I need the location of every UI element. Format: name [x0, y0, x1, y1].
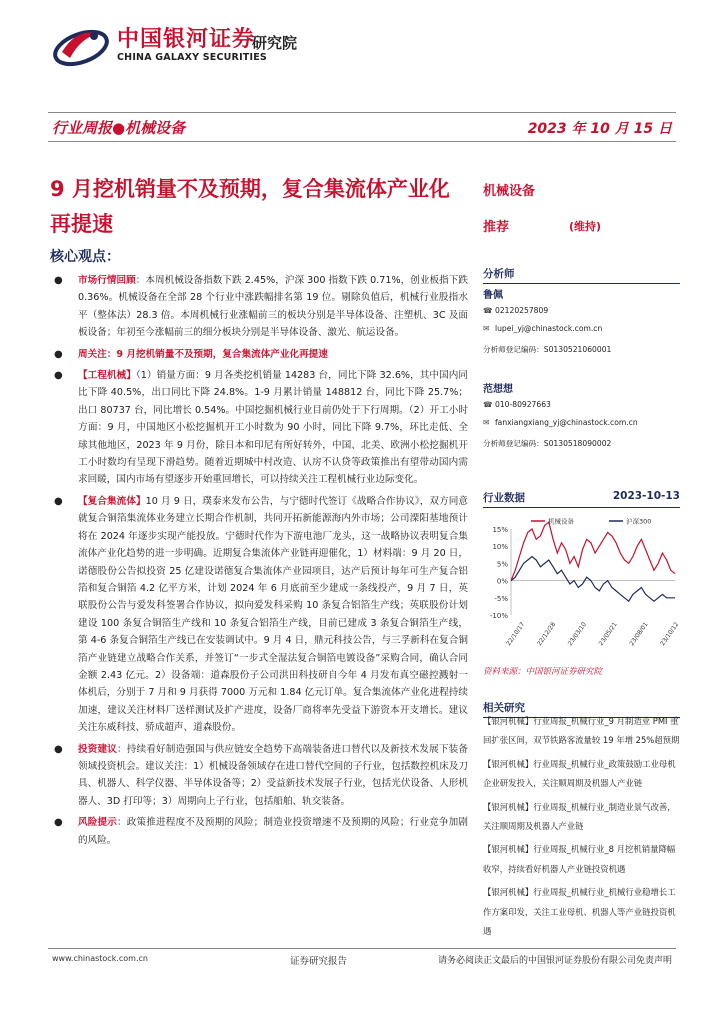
related-report-item[interactable]: 【银河机械】行业周报_机械行业_机械行业稳增长工作方案印发，关注工业母机、机器人等产业链投资机遇 — [483, 887, 676, 937]
rating-status: (维持) — [569, 220, 602, 233]
footer-report-label: 证券研究报告 — [290, 956, 348, 967]
analyst-phone: ☎ 010-80927663 — [483, 400, 551, 409]
x-tick-label: 23/05/21 — [597, 621, 619, 648]
analyst-email[interactable]: ✉ lupei_yj@chinastock.com.cn — [483, 324, 603, 333]
report-type-bar — [48, 112, 676, 142]
report-header — [0, 0, 724, 110]
related-report-item[interactable]: 【银河机械】行业周报_机械行业_9 月制造业 PMI 重回扩张区间，双节铁路客流量较 19 年增 25%超预期 — [483, 716, 680, 746]
paragraph-lead: 【工程机械】 — [78, 370, 136, 382]
sector-name: 机械设备 — [483, 184, 536, 199]
report-type: 行业周报●机械设备 — [52, 119, 186, 137]
related-report-item[interactable]: 【银河机械】行业周报_机械行业_8 月挖机销量降幅收窄，持续看好机器人产业链投资机遇 — [483, 844, 676, 874]
paragraph-text: ：政策推进程度不及预期的风险；制造业投资增速不及预期的风险；行业竞争加剧的风险。 — [78, 817, 469, 846]
legend-label: 沪深300 — [626, 517, 652, 526]
x-tick-label: 23/03/10 — [566, 621, 588, 648]
series-line — [511, 557, 675, 602]
paragraph-investment-advice — [50, 741, 468, 811]
main-content — [50, 272, 468, 853]
core-views-heading: 核心观点： — [50, 249, 120, 265]
footer-divider — [48, 948, 676, 949]
galaxy-logo-icon — [52, 22, 110, 70]
bullet-icon: ● — [54, 743, 63, 755]
paragraph-text: （1）销量方面：9 月各类挖机销量 14283 台，同比下降 32.6%，其中国内同比下降 40.5%，出口同比下降 24.8%。1-9 月累计销量 148812 台，同比下降 25.7%；出口 80737 台，同比增长 0.54%。中国挖掘机械行业目前仍处于下行周期。（2）开工小时方面：9 月，中国地区小松挖掘机开工小时数为 90 小时，同比下降 9.7%，环比走低、全球其他地区，2023 年 9 月份，除日本和印尼有所好转外，中国、北美、欧洲小松挖掘机开工小时数均有呈现下滑趋势。随着近期城中村改造、认房不认贷等政策推出有望带动国内需求回暖，国内市场有望逐步开始重回增长，可以持续关注工程机械行业边际变化。 — [78, 370, 468, 486]
x-tick-label: 23/10/12 — [659, 621, 680, 648]
paragraph-engineering-machinery — [50, 367, 468, 489]
legend-label: 机械设备 — [548, 517, 574, 526]
paragraph-weekly-focus — [50, 346, 468, 363]
y-tick-label: 10% — [492, 543, 508, 552]
footer-disclaimer: 请务必阅读正文最后的中国银河证券股份有限公司免责声明 — [438, 956, 673, 966]
mail-icon: ✉ — [483, 324, 490, 333]
paragraph-lead: 市场行情回顾 — [78, 275, 136, 286]
y-tick-label: 5% — [496, 560, 508, 569]
paragraph-market-review — [50, 272, 468, 342]
analyst-heading: 分析师 — [483, 266, 680, 284]
analyst-email[interactable]: ✉ fanxiangxiang_yj@chinastock.com.cn — [483, 418, 638, 427]
y-tick-label: -5% — [494, 594, 508, 603]
chart-source: 资料来源：中国银河证券研究院 — [483, 667, 603, 677]
analyst-reg: 分析师登记编码：S0130521060001 — [483, 345, 612, 354]
y-tick-label: -10% — [489, 612, 508, 620]
series-line — [511, 522, 675, 581]
phone-icon: ☎ — [483, 306, 493, 315]
related-research-list — [483, 712, 680, 945]
paragraph-text: 10 月 9 日，璞泰来发布公告，与宁德时代签订《战略合作协议》，双方同意就复合铜箔集流体业务建立长期合作机制，共同开拓新能源海内外市场；公司溧阳基地预计将在 2024 年逐步实现产能投放。宁德时代作为下游电池厂龙头，这一战略协议表明复合集流体产业化趋势的进一步明确。近期复合集流体产业链再迎催化，1）材料端：9 月 20 日，诺德股份公告拟投资 25 亿建设诺德复合集流体产业园项目，达产后预计每年可生产复合铝箔和复合铜箔 4.2 亿平方米，计划 2024 年 6 月底前至少建成一条线投产，9 月 7 日，英联股份公告与爱发科签署合作协议，拟向爱发科采购 10 条复合铝箔生产线；英联股份计划建设 100 条复合铜箔生产线和 10 条复合铝箔生产线，目前已建成 3 条复合铜箔生产线，第 4-6 条复合铜箔生产线已在安装调试中。9 月 4 日，鼎元科技公告，与三孚新科在复合铜箔产业链建立战略合作关系，并签订“一步式全湿法复合铜箔电镀设备”采购合同，确认合同金额 2.43 亿元。2）设备端：道森股份子公司洪田科技研自今年 4 月发布真空磁控溅射一体机后，分别于 7 月和 9 月获得 7000 万元和 1.84 亿元订单。复合集流体产业化进程持续加速，建议关注材料厂送样测试及扩产进度，设备厂商将率先受益下游资本开支增长。建议关注东威科技、骄成超声、道森股份。 — [78, 495, 468, 734]
related-report-item[interactable]: 【银河机械】行业周报_机械行业_政策鼓励工业母机企业研发投入，关注顺周期及机器人产业链 — [483, 758, 676, 789]
brand-name-cn: 中国银河证券 — [117, 27, 256, 52]
paragraph-lead: 周关注：9 月挖机销量不及预期，复合集流体产业化再提速 — [78, 348, 328, 360]
analyst-name: 鲁佩 — [483, 290, 503, 301]
bullet-icon: ● — [54, 495, 63, 507]
x-tick-label: 22/12/28 — [535, 621, 558, 648]
bullet-icon: ● — [54, 275, 63, 286]
analyst-phone: ☎ 02120257809 — [483, 306, 549, 315]
bullet-icon: ● — [54, 370, 63, 382]
related-report-item[interactable]: 【银河机械】行业周报_机械行业_制造业景气改善，关注顺周期及机器人产业链 — [483, 801, 676, 832]
related-research-heading: 相关研究 — [483, 700, 680, 718]
paragraph-lead: 【复合集流体】 — [78, 495, 146, 507]
brand-department: 研究院 — [252, 34, 298, 52]
market-chart-svg — [483, 515, 680, 655]
footer-website[interactable]: www.chinastock.com.cn — [52, 954, 148, 963]
paragraph-lead: 风险提示 — [78, 817, 118, 829]
x-tick-label: 23/08/01 — [628, 621, 650, 648]
paragraph-lead: 投资建议 — [78, 743, 118, 755]
market-data-heading: 行业数据 2023-10-13 — [483, 490, 680, 508]
rating: 推荐 — [483, 220, 510, 235]
bullet-icon: ● — [54, 348, 63, 360]
y-tick-label: 0% — [496, 577, 508, 586]
report-date: 2023 年 10 月 15 日 — [527, 121, 672, 137]
bullet-icon: ● — [54, 817, 63, 829]
brand-name-en: CHINA GALAXY SECURITIES — [117, 52, 267, 63]
report-title: 9 月挖机销量不及预期，复合集流体产业化再提速 — [50, 177, 450, 236]
analyst-reg: 分析师登记编码：S0130518090002 — [483, 439, 612, 448]
mail-icon: ✉ — [483, 418, 490, 427]
y-tick-label: 15% — [492, 526, 508, 534]
x-tick-label: 22/10/17 — [505, 621, 527, 648]
paragraph-text: ：本周机械设备指数下跌 2.45%，沪深 300 指数下跌 0.71%，创业板指下跌 0.36%。机械设备在全部 28 个行业中涨跌幅排名第 19 位。剔除负值后，机械行业股指水平（整体法）28.3 倍。本周机械行业涨幅前三的板块分别是半导体设备、注塑机、3C 及面板设备；年初至今涨幅前三的细分板块分别是半导体设备、激光、航运设备。 — [78, 275, 468, 339]
paragraph-risk-warning — [50, 814, 468, 849]
analyst-name: 范想想 — [483, 384, 513, 395]
paragraph-text: ：持续看好制造强国与供应链安全趋势下高端装备进口替代以及新技术发展下装备领域投资机会。建议关注：1）机械设备领域存在进口替代空间的子行业，包括数控机床及刀具、机器人、科学仪器、半导体设备等；2）受益新技术发展子行业，包括光伏设备、人形机器人、3D 打印等；3）周期向上子行业，包括船舶、轨交装备。 — [78, 743, 469, 807]
phone-icon: ☎ — [483, 400, 493, 409]
market-chart — [483, 515, 680, 655]
paragraph-composite-current-collector — [50, 493, 468, 737]
market-data-date: 2023-10-13 — [612, 490, 680, 502]
